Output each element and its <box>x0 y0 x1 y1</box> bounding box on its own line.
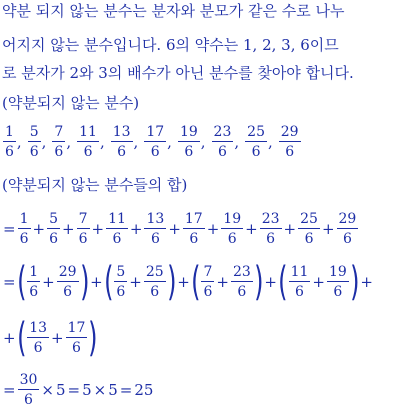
fraction-denominator: 6 <box>24 392 33 408</box>
fraction-denominator: 6 <box>33 340 43 356</box>
plus-sign: + <box>216 273 229 291</box>
left-parenthesis: ( <box>190 259 201 305</box>
fraction <box>289 264 311 300</box>
fraction-bar <box>327 281 349 282</box>
comma-separator: , <box>99 133 105 151</box>
plus-sign: + <box>177 273 190 291</box>
fraction <box>231 264 253 300</box>
fraction <box>18 372 40 408</box>
fraction-numerator: 5 <box>49 211 58 227</box>
fraction <box>66 320 88 356</box>
comma-separator: , <box>16 133 22 151</box>
fraction-denominator: 6 <box>150 284 160 300</box>
fraction <box>52 124 65 160</box>
fraction <box>279 124 301 160</box>
fraction-numerator: 29 <box>338 211 357 227</box>
paired-sum-expression <box>2 259 374 305</box>
fraction-denominator: 6 <box>150 231 160 247</box>
plus-sign: + <box>3 329 16 347</box>
fraction-numerator: 19 <box>328 264 347 280</box>
fraction-numerator: 1 <box>29 264 39 280</box>
fraction-numerator: 25 <box>145 264 164 280</box>
right-parenthesis: ) <box>349 259 360 305</box>
equals-sign: = <box>119 381 133 399</box>
explanation-line-3: 로 분자가 2와 3의 배수가 아닌 분수를 찾아야 합니다. <box>2 64 354 82</box>
fraction <box>3 124 16 160</box>
comma-separator: , <box>267 133 273 151</box>
plus-sign: + <box>90 273 103 291</box>
fraction <box>77 211 90 247</box>
fraction-bar <box>106 228 128 229</box>
fraction <box>57 264 79 300</box>
fraction <box>77 124 99 160</box>
fraction-denominator: 6 <box>285 144 295 160</box>
fraction <box>47 211 60 247</box>
fraction-denominator: 6 <box>189 231 199 247</box>
fraction <box>114 264 127 300</box>
plus-sign: + <box>129 220 143 238</box>
fraction-bar <box>47 228 60 229</box>
left-parenthesis: ( <box>103 259 114 305</box>
explanation-line-1: 약분 되지 않는 분수는 분자와 분모가 같은 수로 나누 <box>2 2 345 20</box>
fraction <box>27 264 40 300</box>
fraction-numerator: 17 <box>184 211 203 227</box>
last-pair-expression <box>2 315 98 361</box>
fraction-numerator: 29 <box>280 124 299 140</box>
fraction-denominator: 6 <box>227 231 237 247</box>
fraction-numerator: 5 <box>29 124 39 140</box>
fraction-denominator: 6 <box>19 231 29 247</box>
fraction <box>106 211 128 247</box>
fraction-denominator: 6 <box>116 284 126 300</box>
right-parenthesis: ) <box>166 259 177 305</box>
fraction-list <box>2 122 302 162</box>
fraction-denominator: 6 <box>29 144 39 160</box>
fraction-bar <box>27 337 49 338</box>
fraction <box>144 124 166 160</box>
result-value: 25 <box>134 381 154 399</box>
fraction <box>260 211 282 247</box>
plus-sign: + <box>42 273 55 291</box>
equals-sign: = <box>3 273 16 291</box>
fraction-numerator: 11 <box>79 124 97 140</box>
fraction-bar <box>178 141 200 142</box>
fraction-denominator: 6 <box>49 231 58 247</box>
fraction <box>18 211 31 247</box>
product-left-value: 5 <box>82 381 92 399</box>
fraction-bar <box>231 281 253 282</box>
fraction <box>28 124 41 160</box>
fraction-bar <box>3 141 16 142</box>
fraction-denominator: 6 <box>203 284 213 300</box>
fraction-bar <box>57 281 79 282</box>
fraction-bar <box>18 389 40 390</box>
comma-separator: , <box>234 133 240 151</box>
fraction-numerator: 23 <box>261 211 280 227</box>
right-parenthesis: ) <box>253 259 264 305</box>
fraction-denominator: 6 <box>112 231 122 247</box>
fraction-bar <box>298 228 320 229</box>
fraction <box>201 264 214 300</box>
fraction-denominator: 6 <box>150 144 160 160</box>
fraction-bar <box>77 141 99 142</box>
fraction-numerator: 19 <box>223 211 242 227</box>
fraction <box>245 124 267 160</box>
fraction-bar <box>289 281 311 282</box>
fraction <box>111 124 133 160</box>
fraction-numerator: 19 <box>179 124 198 140</box>
fraction-numerator: 11 <box>290 264 309 280</box>
fraction-denominator: 6 <box>333 284 343 300</box>
fraction-numerator: 5 <box>116 264 126 280</box>
fraction-numerator: 13 <box>146 211 165 227</box>
fraction-numerator: 17 <box>146 124 165 140</box>
fraction-denominator: 6 <box>304 231 314 247</box>
fraction-denominator: 6 <box>251 144 261 160</box>
factor-value: 5 <box>55 381 66 399</box>
fraction <box>327 264 349 300</box>
fraction <box>178 124 200 160</box>
fraction-denominator: 6 <box>184 144 194 160</box>
plus-sign: + <box>312 273 325 291</box>
fraction-denominator: 6 <box>237 284 247 300</box>
equals-sign: = <box>3 381 16 399</box>
fraction-denominator: 6 <box>342 231 352 247</box>
fraction-bar <box>144 141 166 142</box>
label-unreduced-fractions: (약분되지 않는 분수) <box>2 94 140 112</box>
plus-sign: + <box>62 220 75 238</box>
fraction <box>337 211 359 247</box>
fraction-numerator: 1 <box>19 211 29 227</box>
fraction-denominator: 6 <box>78 231 88 247</box>
plus-sign: + <box>168 220 181 238</box>
comma-separator: , <box>167 133 172 151</box>
plus-sign: + <box>32 220 46 238</box>
fraction-numerator: 13 <box>29 320 48 336</box>
fraction <box>144 211 166 247</box>
fraction-denominator: 6 <box>72 340 81 356</box>
fraction-bar <box>201 281 214 282</box>
fraction-denominator: 6 <box>54 144 64 160</box>
comma-separator: , <box>66 133 72 151</box>
fraction-numerator: 7 <box>203 264 213 280</box>
plus-sign: + <box>129 273 142 291</box>
fraction <box>183 211 205 247</box>
fraction-bar <box>27 281 40 282</box>
fraction-numerator: 29 <box>58 264 77 280</box>
left-parenthesis: ( <box>278 259 288 305</box>
comma-separator: , <box>41 133 47 151</box>
fraction-numerator: 23 <box>213 124 232 140</box>
fraction-bar <box>111 141 133 142</box>
label-sum-of-fractions: (약분되지 않는 분수들의 합) <box>2 176 188 194</box>
left-parenthesis: ( <box>16 259 27 305</box>
times-sign: × <box>93 381 107 399</box>
fraction-bar <box>212 141 234 142</box>
fraction-denominator: 6 <box>117 144 127 160</box>
left-parenthesis: ( <box>16 315 27 361</box>
fraction-bar <box>144 281 166 282</box>
fraction-bar <box>337 228 359 229</box>
equals-sign: = <box>3 220 16 238</box>
plus-sign: + <box>91 220 105 238</box>
fraction-numerator: 25 <box>247 124 265 140</box>
fraction-denominator: 6 <box>295 284 304 300</box>
comma-separator: , <box>133 133 139 151</box>
fraction-numerator: 7 <box>78 211 88 227</box>
fraction-denominator: 6 <box>218 144 227 160</box>
fraction-numerator: 25 <box>300 211 318 227</box>
fraction-denominator: 6 <box>266 231 276 247</box>
fraction-denominator: 6 <box>29 284 39 300</box>
plus-sign: + <box>51 329 64 347</box>
plus-sign: + <box>206 220 220 238</box>
fraction-numerator: 7 <box>54 124 64 140</box>
fraction-bar <box>66 337 88 338</box>
fraction-bar <box>28 141 41 142</box>
fraction-bar <box>260 228 282 229</box>
fraction <box>212 124 234 160</box>
fraction-numerator: 17 <box>67 320 86 336</box>
fraction-denominator: 6 <box>5 144 14 160</box>
fraction-numerator: 13 <box>112 124 131 140</box>
fraction-bar <box>221 228 243 229</box>
fraction-numerator: 23 <box>232 264 251 280</box>
right-parenthesis: ) <box>88 315 98 361</box>
fraction-numerator: 30 <box>19 372 38 388</box>
final-result-expression <box>2 370 154 410</box>
fraction <box>144 264 166 300</box>
fraction <box>298 211 320 247</box>
plus-sign: + <box>264 273 277 291</box>
times-sign: × <box>41 381 54 399</box>
fraction-bar <box>144 228 166 229</box>
fraction <box>221 211 243 247</box>
sum-expression <box>2 209 359 249</box>
fraction-numerator: 11 <box>108 211 126 227</box>
fraction-bar <box>245 141 267 142</box>
equals-sign: = <box>67 381 81 399</box>
fraction-bar <box>18 228 31 229</box>
fraction-bar <box>279 141 301 142</box>
fraction-denominator: 6 <box>63 284 73 300</box>
right-parenthesis: ) <box>79 259 90 305</box>
fraction-denominator: 6 <box>83 144 93 160</box>
plus-sign: + <box>283 220 297 238</box>
fraction-bar <box>183 228 205 229</box>
plus-sign: + <box>321 220 335 238</box>
fraction <box>27 320 49 356</box>
product-right-value: 5 <box>108 381 118 399</box>
fraction-bar <box>114 281 127 282</box>
fraction-bar <box>77 228 90 229</box>
plus-sign: + <box>360 273 373 291</box>
fraction-numerator: 1 <box>5 124 14 140</box>
plus-sign: + <box>245 220 258 238</box>
comma-separator: , <box>200 133 206 151</box>
explanation-line-2: 어지지 않는 분수입니다. 6의 약수는 1, 2, 3, 6이므 <box>2 36 339 54</box>
fraction-bar <box>52 141 65 142</box>
